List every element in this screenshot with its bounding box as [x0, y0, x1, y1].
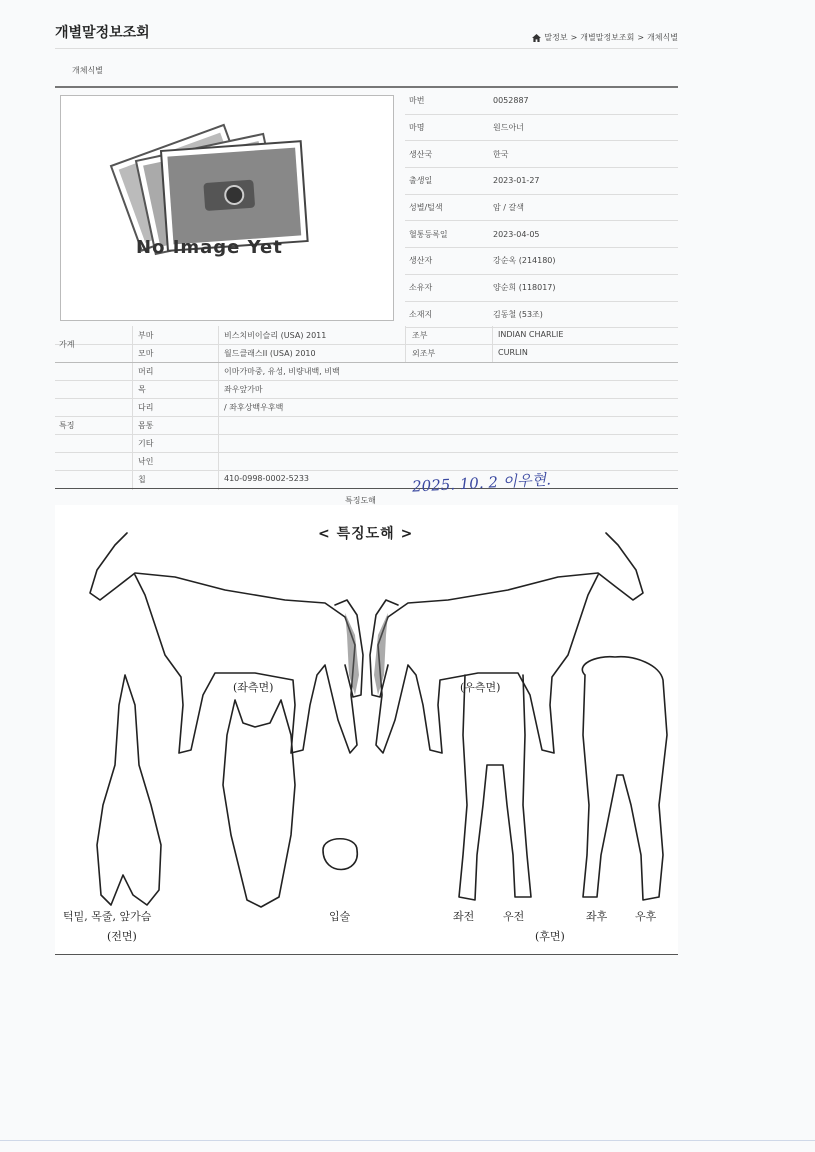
label-right-hind: 우후 [635, 910, 657, 923]
info-label: 소재지 [405, 301, 489, 328]
marking-diagram [55, 505, 678, 955]
sire-value: 비스치비이슬리 (USA) 2011 [224, 331, 327, 340]
tab-identification[interactable]: 개체식별 [72, 66, 103, 75]
handwritten-signature: 2025. 10. 2 이우현. [411, 470, 552, 496]
table-row [55, 362, 678, 381]
feature-value: 좌우앞가마 [224, 385, 263, 394]
sire-sire-label: 조부 [412, 331, 428, 340]
table-row [55, 398, 678, 417]
label-right-side: (우측면) [460, 681, 501, 694]
diagram-title: < 특징도해 > [318, 526, 414, 542]
breadcrumb [532, 32, 678, 43]
info-label: 혈통등록일 [405, 221, 489, 248]
label-left-front: 좌전 [453, 910, 475, 923]
table-row [55, 340, 678, 363]
table-row [405, 114, 678, 141]
info-label: 성별/털색 [405, 194, 489, 221]
info-label: 출생일 [405, 168, 489, 195]
feature-label: 칩 [138, 475, 146, 484]
home-icon[interactable] [532, 34, 541, 42]
info-value: 강순옥 (214180) [489, 248, 678, 275]
info-value: 양순희 (118017) [489, 274, 678, 301]
label-rear: (후면) [535, 930, 565, 943]
table-row [55, 452, 678, 471]
info-value: 0052887 [489, 88, 678, 114]
label-front-text: 턱밑, 목줄, 앞가슴 [63, 910, 152, 923]
sire-label: 부마 [138, 331, 154, 340]
table-row [405, 248, 678, 275]
table-row [405, 274, 678, 301]
table-row [405, 301, 678, 328]
info-label: 마번 [405, 88, 489, 114]
dam-value: 월드클래스II (USA) 2010 [224, 349, 316, 358]
diagram-caption: 특징도해 [345, 496, 376, 505]
label-left-hind: 좌후 [586, 910, 608, 923]
dam-sire-value: CURLIN [498, 348, 528, 357]
no-image-icon [61, 96, 393, 320]
horse-outline-drawing [55, 505, 678, 954]
info-value: 김동철 (53조) [489, 301, 678, 328]
info-label: 생산국 [405, 141, 489, 168]
microchip-value: 410-0998-0002-5233 [224, 474, 310, 483]
table-row [55, 326, 678, 345]
sire-sire-value: INDIAN CHARLIE [498, 330, 564, 339]
info-label: 마명 [405, 114, 489, 141]
breadcrumb-separator: > [637, 33, 645, 42]
feature-label: 낙인 [138, 457, 154, 466]
label-right-front: 우전 [503, 910, 525, 923]
dam-label: 모마 [138, 349, 154, 358]
page-title: 개별말정보조회 [55, 25, 150, 41]
table-row [405, 88, 678, 114]
horse-photo-placeholder [60, 95, 394, 321]
table-row [55, 470, 678, 489]
page-edge-line [0, 1140, 815, 1141]
table-row [405, 141, 678, 168]
table-row [405, 168, 678, 195]
dam-sire-label: 외조부 [412, 349, 436, 358]
features-group-label: 특징 [59, 421, 75, 430]
no-image-text: No Image Yet [136, 237, 283, 258]
table-row [55, 416, 678, 435]
pedigree-group-label: 가계 [59, 340, 75, 349]
breadcrumb-item[interactable]: 개체식별 [647, 33, 678, 42]
info-label: 생산자 [405, 248, 489, 275]
table-row [405, 194, 678, 221]
feature-label: 기타 [138, 439, 154, 448]
info-value: 2023-04-05 [489, 221, 678, 248]
info-value: 2023-01-27 [489, 168, 678, 195]
feature-label: 목 [138, 385, 146, 394]
breadcrumb-item[interactable]: 말정보 [544, 33, 568, 42]
horse-info-table [405, 88, 678, 328]
feature-value: / 좌후상백우후백 [224, 403, 284, 412]
header-divider [55, 48, 678, 49]
feature-value: 이마가마중, 유성, 비량내백, 비백 [224, 367, 340, 376]
table-row [405, 221, 678, 248]
info-value: 한국 [489, 141, 678, 168]
info-value: 암 / 갈색 [489, 194, 678, 221]
label-lips: 입술 [329, 910, 351, 923]
feature-label: 다리 [138, 403, 154, 412]
breadcrumb-item[interactable]: 개별말정보조회 [580, 33, 635, 42]
breadcrumb-separator: > [570, 33, 578, 42]
table-row [55, 380, 678, 399]
table-row [55, 434, 678, 453]
info-value: 원드아너 [489, 114, 678, 141]
feature-label: 머리 [138, 367, 154, 376]
feature-label: 몸통 [138, 421, 154, 430]
label-front: (전면) [107, 930, 137, 943]
info-label: 소유자 [405, 274, 489, 301]
label-left-side: (좌측면) [233, 681, 274, 694]
